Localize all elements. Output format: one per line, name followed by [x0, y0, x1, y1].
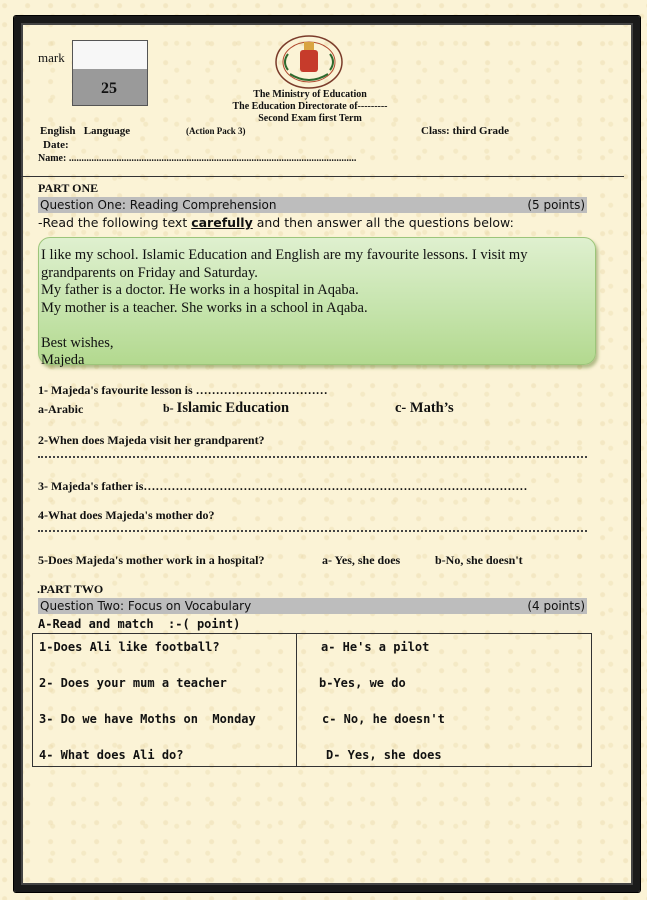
exam-title: Second Exam first Term: [258, 113, 362, 124]
answer-line-4[interactable]: [38, 528, 587, 532]
passage-line: grandparents on Friday and Saturday.: [41, 264, 258, 281]
passage-line: My mother is a teacher. She works in a school in Aqaba.: [41, 299, 368, 316]
part-one-title: PART ONE: [38, 181, 99, 195]
question-3: 3- Majeda's father is……………………………………………………………………………………: [38, 479, 528, 493]
question-4: 4-What does Majeda's mother do?: [38, 508, 215, 522]
date-label: Date:: [43, 139, 69, 151]
match-right-d[interactable]: D- Yes, she does: [326, 748, 442, 762]
directorate-title: The Education Directorate of---------: [232, 101, 388, 112]
q5-option-a[interactable]: a- Yes, she does: [322, 553, 401, 567]
ministry-title: The Ministry of Education: [253, 89, 367, 100]
book-label: (Action Pack 3): [186, 126, 246, 136]
mark-score: 25: [101, 80, 117, 97]
match-left-1[interactable]: 1-Does Ali like football?: [39, 640, 220, 654]
question-two-points: (4 points): [527, 599, 585, 613]
passage-line: [41, 317, 586, 335]
question-2: 2-When does Majeda visit her grandparent?: [38, 433, 265, 447]
question-two-bar: [38, 598, 587, 614]
question-5: 5-Does Majeda's mother work in a hospital?: [38, 553, 265, 567]
q1-option-c[interactable]: c- Math’s: [395, 400, 454, 416]
q1-option-b-text: Islamic Education: [176, 400, 290, 416]
match-right-c[interactable]: c- No, he doesn't: [322, 712, 445, 726]
name-field: Name: ...................................................................................................................: [38, 153, 357, 164]
passage-line: Best wishes,: [41, 334, 114, 351]
answer-line-2[interactable]: [38, 454, 587, 458]
match-table: [32, 633, 592, 767]
match-table-divider: [296, 634, 297, 766]
match-left-4[interactable]: 4- What does Ali do?: [39, 748, 184, 762]
instruction-text-end: and then answer all the questions below:: [252, 215, 514, 230]
passage-line: My father is a doctor. He works in a hospital in Aqaba.: [41, 282, 359, 298]
match-left-3[interactable]: 3- Do we have Moths on Monday: [39, 712, 256, 726]
question-1: 1- Majeda's favourite lesson is ……………………………: [38, 383, 328, 397]
passage-line: I like my school. Islamic Education and English are my favourite lessons. I visit my: [41, 247, 528, 263]
class-label: Class: third Grade: [421, 125, 509, 137]
instruction-emphasis: carefully: [191, 215, 253, 230]
reading-instruction: [38, 215, 514, 230]
mark-label: mark: [38, 50, 65, 65]
section-a-title: A-Read and match :-( point): [38, 617, 241, 631]
reading-passage: [38, 237, 596, 368]
ministry-emblem-icon: [268, 34, 350, 90]
part-two-title: .PART TWO: [37, 582, 104, 596]
question-one-points: (5 points): [527, 198, 585, 212]
question-one-title: Question One: Reading Comprehension: [40, 198, 277, 212]
passage-line: Majeda: [41, 352, 85, 368]
q1-option-a[interactable]: a-Arabic: [38, 402, 84, 416]
q5-option-b[interactable]: b-No, she doesn't: [435, 553, 523, 567]
instruction-text: -Read the following text: [38, 215, 192, 230]
question-one-bar: [38, 197, 587, 213]
match-right-a[interactable]: a- He's a pilot: [321, 640, 430, 654]
match-left-2[interactable]: 2- Does your mum a teacher: [39, 676, 227, 690]
question-two-title: Question Two: Focus on Vocabulary: [40, 599, 252, 613]
subject-label: English Language: [40, 125, 131, 137]
q1-option-b-letter: b-: [163, 401, 174, 415]
match-right-b[interactable]: b-Yes, we do: [319, 676, 406, 690]
header-divider: [21, 176, 624, 177]
q1-option-b[interactable]: [163, 400, 289, 417]
